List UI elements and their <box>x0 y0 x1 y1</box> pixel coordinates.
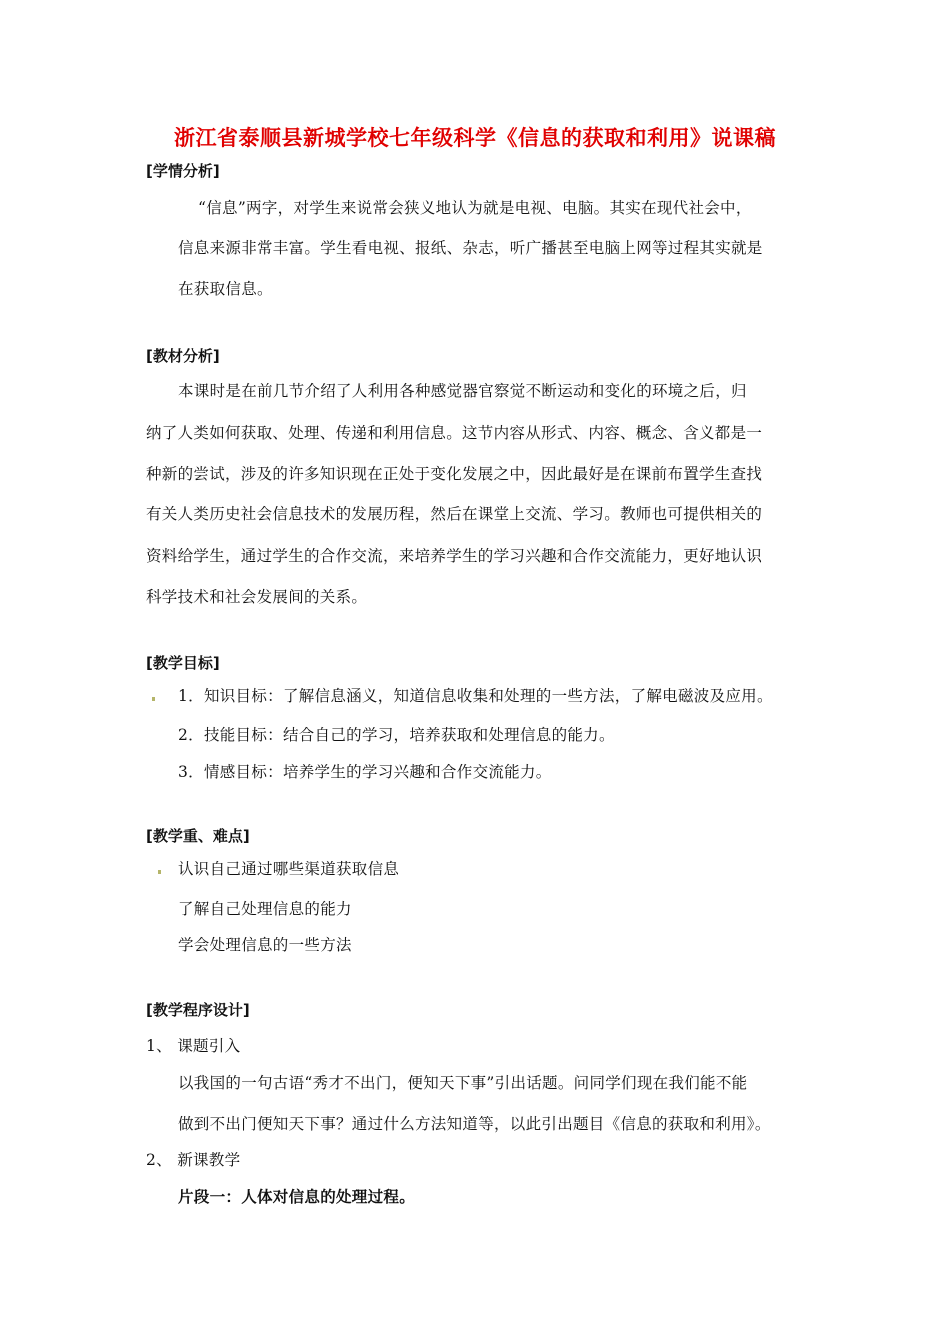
key-point-item: 学会处理信息的一些方法 <box>178 936 352 954</box>
section-heading-textbook-analysis: [教材分析] <box>146 347 220 365</box>
procedure-step: 1、 课题引入 <box>146 1037 241 1055</box>
section-heading-learner-analysis: [学情分析] <box>146 162 220 180</box>
decorative-mark <box>152 697 155 701</box>
segment-heading: 片段一：人体对信息的处理过程。 <box>178 1188 416 1206</box>
section-heading-key-points: [教学重、难点] <box>146 827 250 845</box>
paragraph-line: 在获取信息。 <box>178 280 273 298</box>
section-heading-procedure: [教学程序设计] <box>146 1001 250 1019</box>
goal-item: 2．技能目标：结合自己的学习，培养获取和处理信息的能力。 <box>178 726 615 744</box>
goal-item: 3．情感目标：培养学生的学习兴趣和合作交流能力。 <box>178 763 552 781</box>
paragraph-line: 以我国的一句古语“秀才不出门，便知天下事”引出话题。问同学们现在我们能不能 <box>178 1074 748 1092</box>
paragraph-line: 本课时是在前几节介绍了人利用各种感觉器官察觉不断运动和变化的环境之后，归 <box>178 382 747 400</box>
key-point-item: 了解自己处理信息的能力 <box>178 900 352 918</box>
section-heading-teaching-goals: [教学目标] <box>146 654 220 672</box>
paragraph-line: 有关人类历史社会信息技术的发展历程，然后在课堂上交流、学习。教师也可提供相关的 <box>146 505 763 523</box>
paragraph-line: “信息”两字，对学生来说常会狭义地认为就是电视、电脑。其实在现代社会中， <box>198 199 752 217</box>
paragraph-line: 种新的尝试，涉及的许多知识现在正处于变化发展之中，因此最好是在课前布置学生查找 <box>146 465 763 483</box>
paragraph-line: 信息来源非常丰富。学生看电视、报纸、杂志，听广播甚至电脑上网等过程其实就是 <box>178 239 763 257</box>
decorative-mark <box>158 870 161 874</box>
paragraph-line: 资料给学生，通过学生的合作交流，来培养学生的学习兴趣和合作交流能力，更好地认识 <box>146 547 763 565</box>
paragraph-line: 科学技术和社会发展间的关系。 <box>146 588 368 606</box>
paragraph-line: 做到不出门便知天下事？通过什么方法知道等，以此引出题目《信息的获取和利用》。 <box>178 1115 771 1133</box>
goal-item: 1．知识目标：了解信息涵义，知道信息收集和处理的一些方法，了解电磁波及应用。 <box>178 687 773 705</box>
paragraph-line: 纳了人类如何获取、处理、传递和利用信息。这节内容从形式、内容、概念、含义都是一 <box>146 424 763 442</box>
procedure-step: 2、 新课教学 <box>146 1151 241 1169</box>
page-title: 浙江省泰顺县新城学校七年级科学《信息的获取和利用》说课稿 <box>174 126 776 150</box>
key-point-item: 认识自己通过哪些渠道获取信息 <box>178 860 400 878</box>
